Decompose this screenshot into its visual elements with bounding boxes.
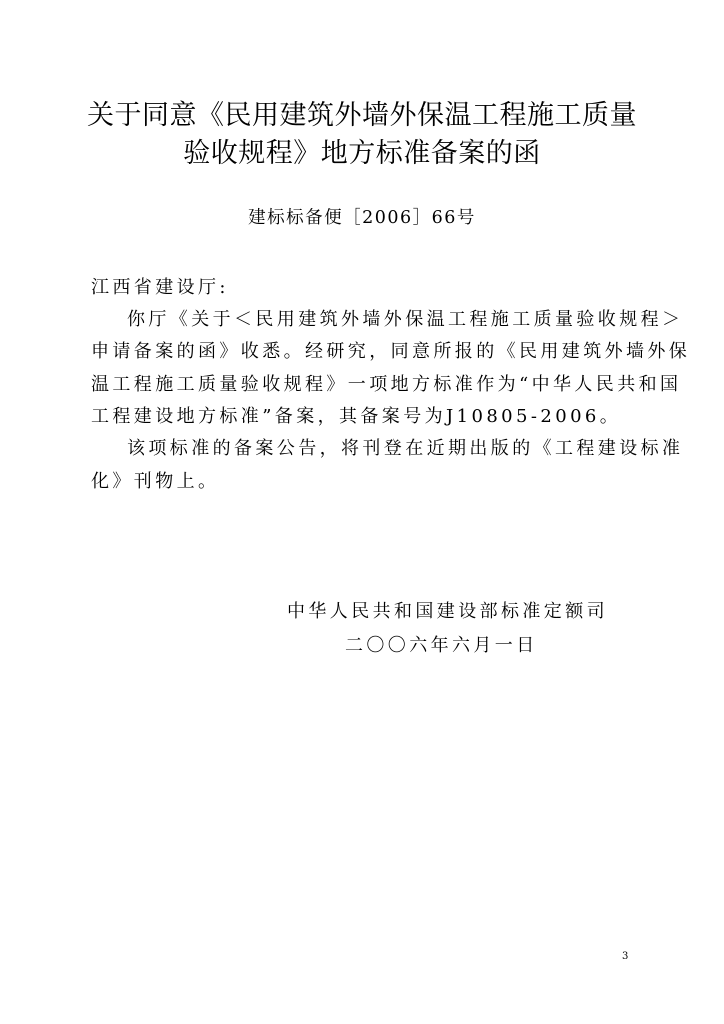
body-line-2: 申请备案的函》收悉。经研究，同意所报的《民用建筑外墙外保 — [91, 341, 691, 362]
document-title-line-2: 验收规程》地方标准备案的函 — [183, 138, 541, 169]
document-reference-number: 建标标备便［2006］66号 — [248, 208, 476, 228]
document-date: 二〇〇六年六月一日 — [345, 635, 538, 656]
document-title-line-1: 关于同意《民用建筑外墙外保温工程施工质量 — [87, 100, 637, 131]
signatory: 中华人民共和国建设部标准定额司 — [287, 601, 608, 622]
body-line-5: 该项标准的备案公告，将刊登在近期出版的《工程建设标准 — [127, 438, 684, 459]
page-number: 3 — [622, 951, 629, 962]
body-line-3: 温工程施工质量验收规程》一项地方标准作为“中华人民共和国 — [91, 374, 682, 395]
addressee: 江西省建设厅: — [91, 277, 229, 298]
body-line-1: 你厅《关于＜民用建筑外墙外保温工程施工质量验收规程＞ — [127, 309, 684, 330]
body-line-6: 化》刊物上。 — [91, 471, 220, 492]
body-line-4: 工程建设地方标准”备案，其备案号为J10805-2006。 — [91, 406, 622, 427]
